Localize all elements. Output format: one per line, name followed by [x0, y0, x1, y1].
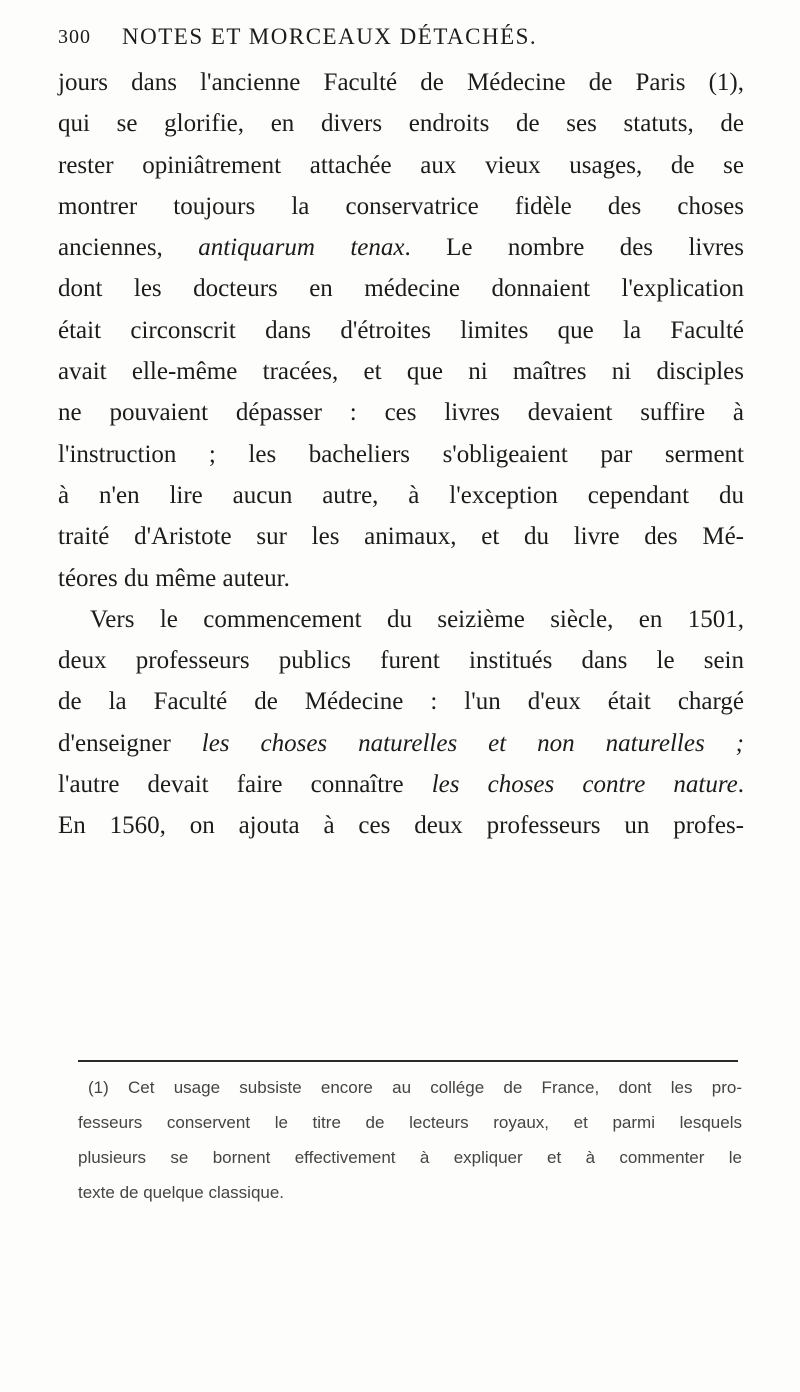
running-head: NOTES ET MORCEAUX DÉTACHÉS. [122, 24, 538, 49]
page-header [58, 18, 718, 58]
text-line: En 1560, on ajouta à ces deux professeurs un profes- [58, 812, 744, 840]
text-line: jours dans l'ancienne Faculté de Médecine de Paris (1), [58, 69, 744, 96]
text-segment: anciennes, [58, 234, 199, 262]
text-line: à n'en lire aucun autre, à l'exception cependant du [58, 481, 744, 509]
text-line: téores du même auteur. [58, 564, 290, 592]
text-line: rester opiniâtrement attachée aux vieux usages, de se [58, 151, 744, 179]
text-line: ne pouvaient dépasser : ces livres devaient suffire à [58, 399, 744, 427]
text-line: de la Faculté de Médecine : l'un d'eux était chargé [58, 688, 744, 716]
italic-phrase: les choses naturelles et non naturelles ; [201, 729, 744, 757]
footnote-rule [78, 1060, 738, 1062]
text-line: traité d'Aristote sur les animaux, et du livre des Mé- [58, 523, 744, 551]
text-line [58, 723, 744, 764]
text-line: Vers le commencement du seizième siècle, en 1501, [90, 605, 744, 633]
text-segment: d'enseigner [58, 729, 202, 757]
text-line [58, 227, 744, 268]
text-line: l'instruction ; les bacheliers s'obligeaient par serment [58, 440, 744, 468]
page-number: 300 [58, 26, 91, 48]
text-line: avait elle-même tracées, et que ni maîtres ni disciples [58, 358, 744, 386]
text-segment: l'autre devait faire connaître [58, 771, 432, 799]
italic-phrase: les choses contre nature [431, 771, 738, 799]
text-line: dont les docteurs en médecine donnaient l'explication [58, 275, 744, 303]
main-text [58, 62, 744, 847]
footnote-line: fesseurs conservent le titre de lecteurs royaux, et parmi lesquels [78, 1113, 742, 1132]
footnote-line: plusieurs se bornent effectivement à expliquer et à commenter le [78, 1148, 742, 1167]
text-line: qui se glorifie, en divers endroits de ses statuts, de [58, 110, 744, 138]
text-line: deux professeurs publics furent institués dans le sein [58, 647, 744, 675]
footnote [78, 1070, 742, 1210]
text-line: montrer toujours la conservatrice fidèle des choses [58, 192, 744, 220]
italic-phrase: antiquarum tenax [198, 234, 405, 262]
footnote-line: texte de quelque classique. [78, 1183, 285, 1202]
text-line [58, 764, 744, 805]
text-segment: . Le nombre des livres [404, 234, 744, 262]
text-line: était circonscrit dans d'étroites limites que la Faculté [58, 316, 744, 344]
footnote-line: (1) Cet usage subsiste encore au collége de France, dont les pro- [88, 1078, 742, 1097]
text-segment: . [737, 771, 744, 799]
